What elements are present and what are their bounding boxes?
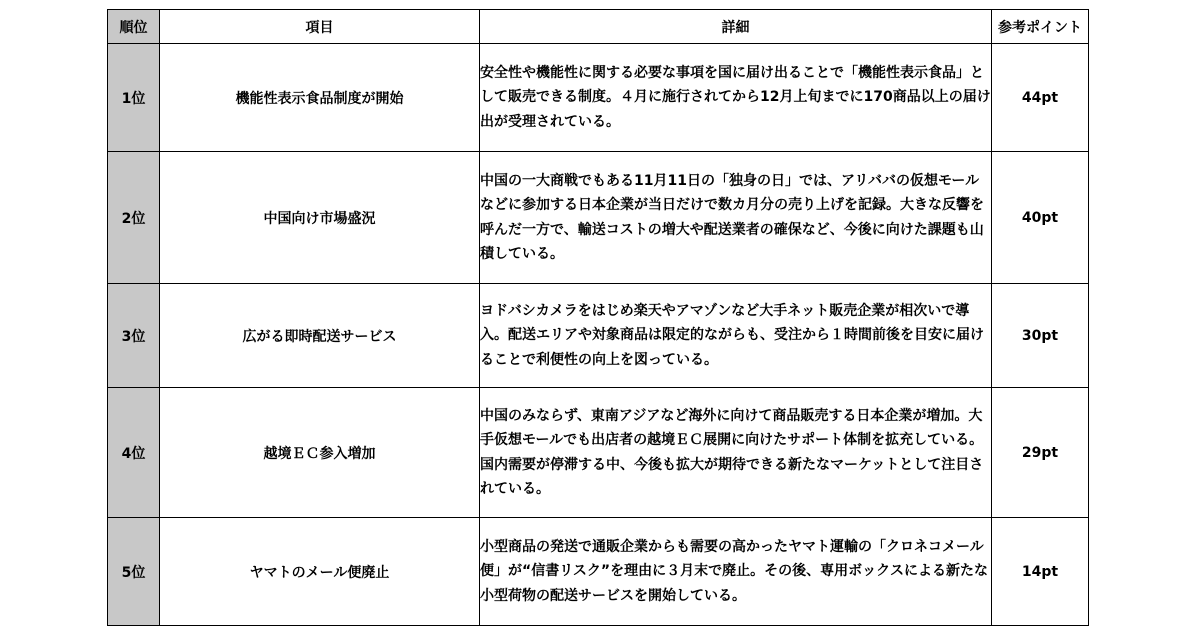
item-cell: 機能性表示食品制度が開始: [160, 44, 480, 152]
rank-cell: 1位: [108, 44, 160, 152]
item-cell: 中国向け市場盛況: [160, 152, 480, 284]
rank-cell: 5位: [108, 518, 160, 626]
header-item: 項目: [160, 10, 480, 44]
table-row: [108, 388, 1089, 518]
table-body: [108, 44, 1089, 626]
points-cell: 30pt: [992, 284, 1089, 388]
table-row: [108, 518, 1089, 626]
item-cell: 越境ＥＣ参入増加: [160, 388, 480, 518]
table-row: [108, 44, 1089, 152]
header-rank: 順位: [108, 10, 160, 44]
points-cell: 14pt: [992, 518, 1089, 626]
table-row: [108, 152, 1089, 284]
detail-cell: 安全性や機能性に関する必要な事項を国に届け出ることで「機能性表示食品」として販売できる制度。４月に施行されてから12月上旬までに170商品以上の届け出が受理されている。: [480, 44, 992, 152]
header-row: [108, 10, 1089, 44]
rank-cell: 3位: [108, 284, 160, 388]
rank-cell: 4位: [108, 388, 160, 518]
ranking-table: [107, 9, 1089, 626]
detail-cell: 小型商品の発送で通販企業からも需要の高かったヤマト運輸の「クロネコメール便」が“信書リスク”を理由に３月末で廃止。その後、専用ボックスによる新たな小型荷物の配送サービスを開始している。: [480, 518, 992, 626]
header-points: 参考ポイント: [992, 10, 1089, 44]
points-cell: 44pt: [992, 44, 1089, 152]
points-cell: 40pt: [992, 152, 1089, 284]
header-detail: 詳細: [480, 10, 992, 44]
table-row: [108, 284, 1089, 388]
item-cell: 広がる即時配送サービス: [160, 284, 480, 388]
item-cell: ヤマトのメール便廃止: [160, 518, 480, 626]
detail-cell: ヨドバシカメラをはじめ楽天やアマゾンなど大手ネット販売企業が相次いで導入。配送エリアや対象商品は限定的ながらも、受注から１時間前後を目安に届けることで利便性の向上を図っている。: [480, 284, 992, 388]
detail-cell: 中国のみならず、東南アジアなど海外に向けて商品販売する日本企業が増加。大手仮想モールでも出店者の越境ＥＣ展開に向けたサポート体制を拡充している。国内需要が停滞する中、今後も拡大が期待できる新たなマーケットとして注目されている。: [480, 388, 992, 518]
rank-cell: 2位: [108, 152, 160, 284]
table-header: [108, 10, 1089, 44]
detail-cell: 中国の一大商戦でもある11月11日の「独身の日」では、アリババの仮想モールなどに参加する日本企業が当日だけで数カ月分の売り上げを記録。大きな反響を呼んだ一方で、輸送コストの増大や配送業者の確保など、今後に向けた課題も山積している。: [480, 152, 992, 284]
points-cell: 29pt: [992, 388, 1089, 518]
